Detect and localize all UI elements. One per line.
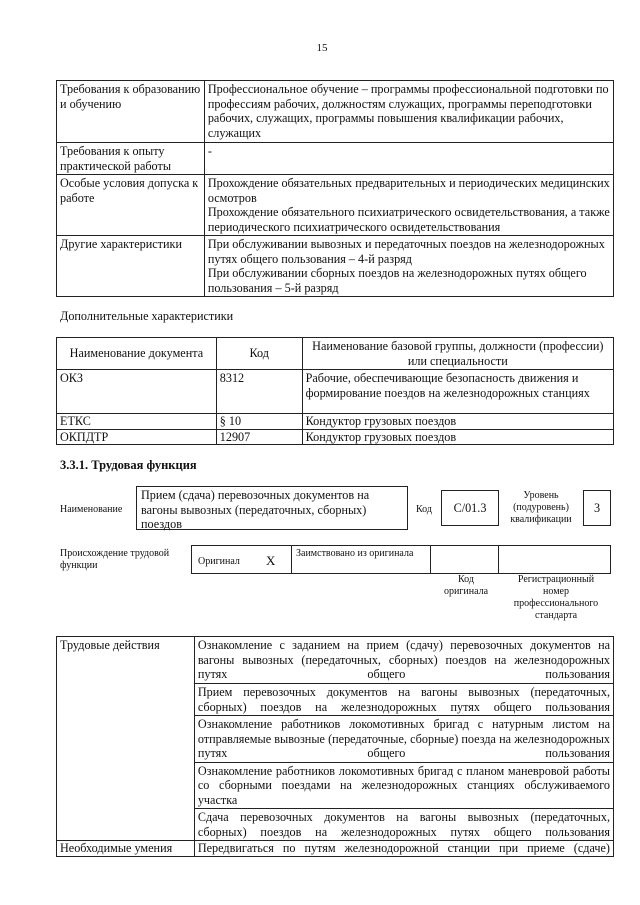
- action-item: Прием перевозочных документов на вагоны вывозных (передаточных, сборных) поездов на железнодорожных путях общего пользования: [194, 684, 613, 716]
- level-label: Уровень (подуровень) квалификации: [510, 490, 572, 525]
- divider: [498, 546, 499, 573]
- action-item: Ознакомление работников локомотивных бригад с планом маневровой работы со сборными поездами на железнодорожных станциях обслуживаемого участка: [194, 762, 613, 809]
- action-item: Ознакомление работников локомотивных бригад с натурным листом на отправляемые вывозные (передаточные, сборные) поезда на железнодорожных путях общего пользования: [194, 716, 613, 763]
- page-number: 15: [316, 42, 328, 54]
- req-text-cell: [204, 175, 613, 236]
- table-cell: Рабочие, обеспечивающие безопасность движения и формирование поездов на железнодорожных станциях: [302, 370, 613, 414]
- table-cell: 8312: [216, 370, 302, 414]
- origin-label: Происхождение трудовой функции: [60, 548, 170, 571]
- table-row: [57, 143, 614, 175]
- table-cell: § 10: [216, 414, 302, 430]
- table-row: [57, 236, 614, 297]
- action-item: Сдача перевозочных документов на вагоны вывозных (передаточных, сборных) поездов на железнодорожных путях общего пользования: [194, 809, 613, 841]
- code-box: [441, 490, 499, 526]
- borrowed-label: Заимствовано из оригинала: [296, 548, 414, 559]
- req-text-2: Прохождение обязательного психиатрического освидетельствования, а также периодического психиатрического освидетельствования: [207, 205, 610, 234]
- code-label: Код: [416, 504, 432, 515]
- origin-table: [191, 545, 611, 574]
- table-row: [57, 81, 614, 143]
- code-original-caption: Код оригинала: [443, 574, 489, 597]
- table-header-row: [57, 338, 614, 370]
- requirements-table: [56, 80, 614, 297]
- req-text: Прохождение обязательных предварительных и периодических медицинских осмотров: [207, 176, 610, 205]
- original-mark: X: [266, 553, 276, 568]
- level-box: [583, 490, 611, 526]
- original-label: Оригинал: [198, 556, 240, 567]
- req-label: Требования к образованию и обучению: [57, 81, 205, 143]
- divider: [291, 546, 292, 573]
- table-cell: ОКПДТР: [57, 429, 217, 445]
- req-text: При обслуживании вывозных и передаточных поездов на железнодорожных путях общего пользования – 4-й разряд: [207, 237, 605, 266]
- table-cell: Кондуктор грузовых поездов: [302, 429, 613, 445]
- section-title: 3.3.1. Трудовая функция: [60, 458, 197, 472]
- req-text: Профессиональное обучение – программы профессиональной подготовки по профессиям рабочих, должностям служащих, программы переподготовки рабочих, служащих, программы повышения квалификации рабочих, служащих: [204, 81, 613, 143]
- actions-label: Трудовые действия: [57, 637, 195, 841]
- function-name-box: [136, 486, 408, 530]
- code-value: C/01.3: [453, 500, 487, 515]
- table-row: [57, 175, 614, 236]
- level-value: 3: [593, 500, 601, 515]
- function-name: Прием (сдача) перевозочных документов на вагоны вывозных (передаточных, сборных) поездов: [141, 488, 370, 531]
- divider: [430, 546, 431, 573]
- action-item: Ознакомление с заданием на прием (сдачу) перевозочных документов на вагоны вывозных (передаточных, сборных) поездов на железнодорожных путях общего пользования: [194, 637, 613, 684]
- req-label: Требования к опыту практической работы: [57, 143, 205, 175]
- table-row: [57, 429, 614, 445]
- column-header: Код: [216, 338, 302, 370]
- name-label: Наименование: [60, 504, 123, 515]
- table-row: [57, 841, 614, 857]
- req-text-cell: [204, 236, 613, 297]
- table-cell: ОКЗ: [57, 370, 217, 414]
- req-label: Особые условия допуска к работе: [57, 175, 205, 236]
- table-cell: 12907: [216, 429, 302, 445]
- req-text: -: [204, 143, 613, 175]
- table-row: [57, 637, 614, 684]
- actions-table: [56, 636, 614, 857]
- table-cell: Кондуктор грузовых поездов: [302, 414, 613, 430]
- additional-table: [56, 337, 614, 445]
- table-row: [57, 370, 614, 414]
- req-text-2: При обслуживании сборных поездов на железнодорожных путях общего пользования – 5-й разряд: [207, 266, 587, 295]
- skills-label: Необходимые умения: [57, 841, 195, 857]
- reg-number-caption: Регистрационный номер профессионального стандарта: [513, 574, 599, 621]
- table-row: [57, 414, 614, 430]
- skill-item: Передвигаться по путям железнодорожной станции при приеме (сдаче): [194, 841, 613, 857]
- column-header: Наименование базовой группы, должности (профессии) или специальности: [302, 338, 613, 370]
- column-header: Наименование документа: [57, 338, 217, 370]
- req-label: Другие характеристики: [57, 236, 205, 297]
- additional-title: Дополнительные характеристики: [60, 309, 234, 323]
- table-cell: ЕТКС: [57, 414, 217, 430]
